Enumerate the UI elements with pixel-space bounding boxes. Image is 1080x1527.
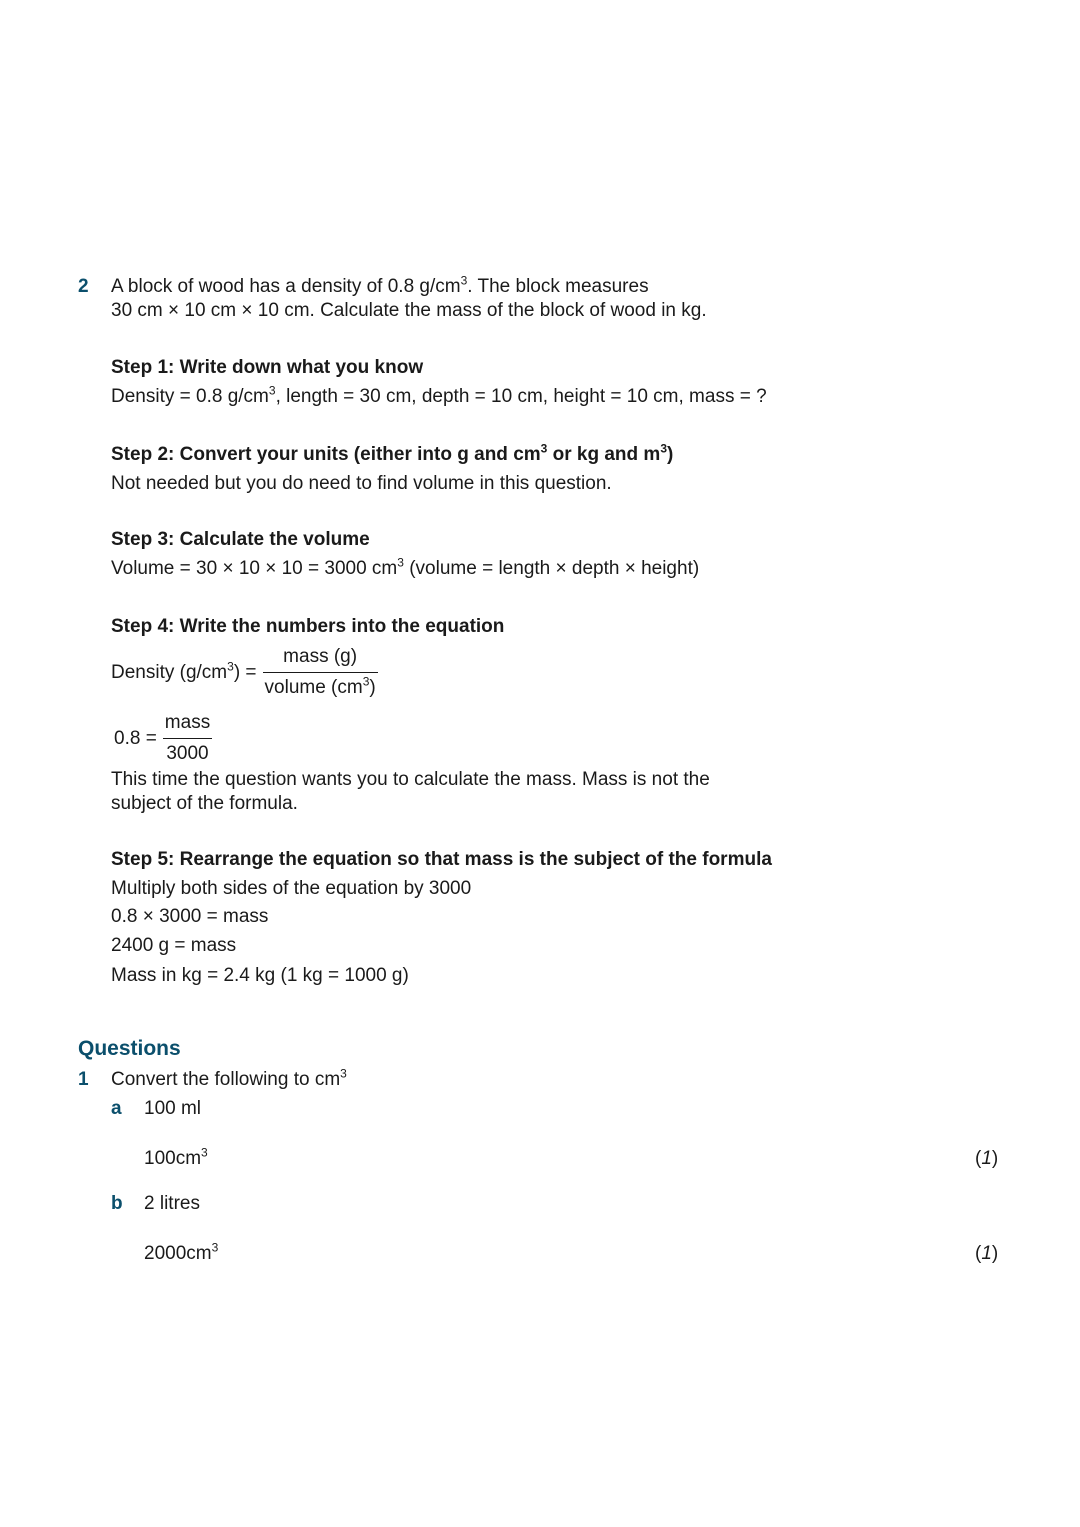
step-2-title: Step 2: Convert your units (either into g and $cm^3$ or kg and $m^3$) [111, 441, 674, 465]
density-fraction [263, 645, 378, 700]
part-b-label: b [111, 1193, 123, 1214]
step-5-line-2: 0.8 × 3000 = mass [111, 906, 269, 927]
step-4-text-line-1: This time the question wants you to calculate the mass. Mass is not the [111, 769, 710, 790]
substituted-equation-lhs: 0.8 = [114, 727, 157, 749]
step-5-line-1: Multiply both sides of the equation by 3000 [111, 878, 472, 899]
step-4-title: Step 4: Write the numbers into the equation [111, 616, 505, 637]
fraction-denominator: volume $(cm^3)$ [263, 672, 378, 700]
step-5-line-4: Mass in kg = 2.4 kg (1 kg = 1000 g) [111, 965, 409, 986]
step-5-title: Step 5: Rearrange the equation so that mass is the subject of the formula [111, 849, 772, 870]
step-2-text: Not needed but you do need to find volume in this question. [111, 473, 612, 494]
step-3-text: Volume = 30 × 10 × 10 = 3000 $cm^3$ (volume = length × depth × height) [111, 555, 700, 579]
fraction-numerator: mass [164, 712, 211, 733]
density-equation [111, 645, 378, 700]
density-equation-lhs: Density $(g/cm^3)$ = [111, 659, 257, 683]
step-1-title: Step 1: Write down what you know [111, 357, 424, 378]
question-text-line-1: A block of wood has a density of 0.8 $g/cm^3$. The block measures [111, 273, 649, 297]
part-a-text: 100 ml [144, 1098, 202, 1119]
step-5-line-3: 2400 g = mass [111, 935, 237, 956]
step-1-text: Density = 0.8 $g/cm^3$, length = 30 cm, depth = 10 cm, height = 10 cm, mass = ? [111, 383, 767, 407]
substituted-equation [114, 711, 212, 766]
question-1-number: 1 [78, 1069, 89, 1090]
substituted-fraction [163, 711, 212, 766]
fraction-denominator: 3000 [163, 738, 212, 766]
part-a-marks: (1) [975, 1148, 999, 1169]
part-b-text: 2 litres [144, 1193, 200, 1214]
questions-heading: Questions [78, 1037, 181, 1060]
question-text-line-2: 30 cm × 10 cm × 10 cm. Calculate the mass of the block of wood in kg. [111, 300, 707, 321]
part-a-label: a [111, 1098, 122, 1119]
part-a-answer: $100cm^3$ [144, 1145, 208, 1169]
part-b-answer: $2000cm^3$ [144, 1240, 219, 1264]
question-number: 2 [78, 276, 89, 297]
step-4-text-line-2: subject of the formula. [111, 793, 298, 814]
fraction-numerator: mass (g) [283, 646, 358, 667]
question-1-text: Convert the following to $cm^3$ [111, 1066, 347, 1090]
step-3-title: Step 3: Calculate the volume [111, 529, 370, 550]
part-b-marks: (1) [975, 1243, 999, 1264]
